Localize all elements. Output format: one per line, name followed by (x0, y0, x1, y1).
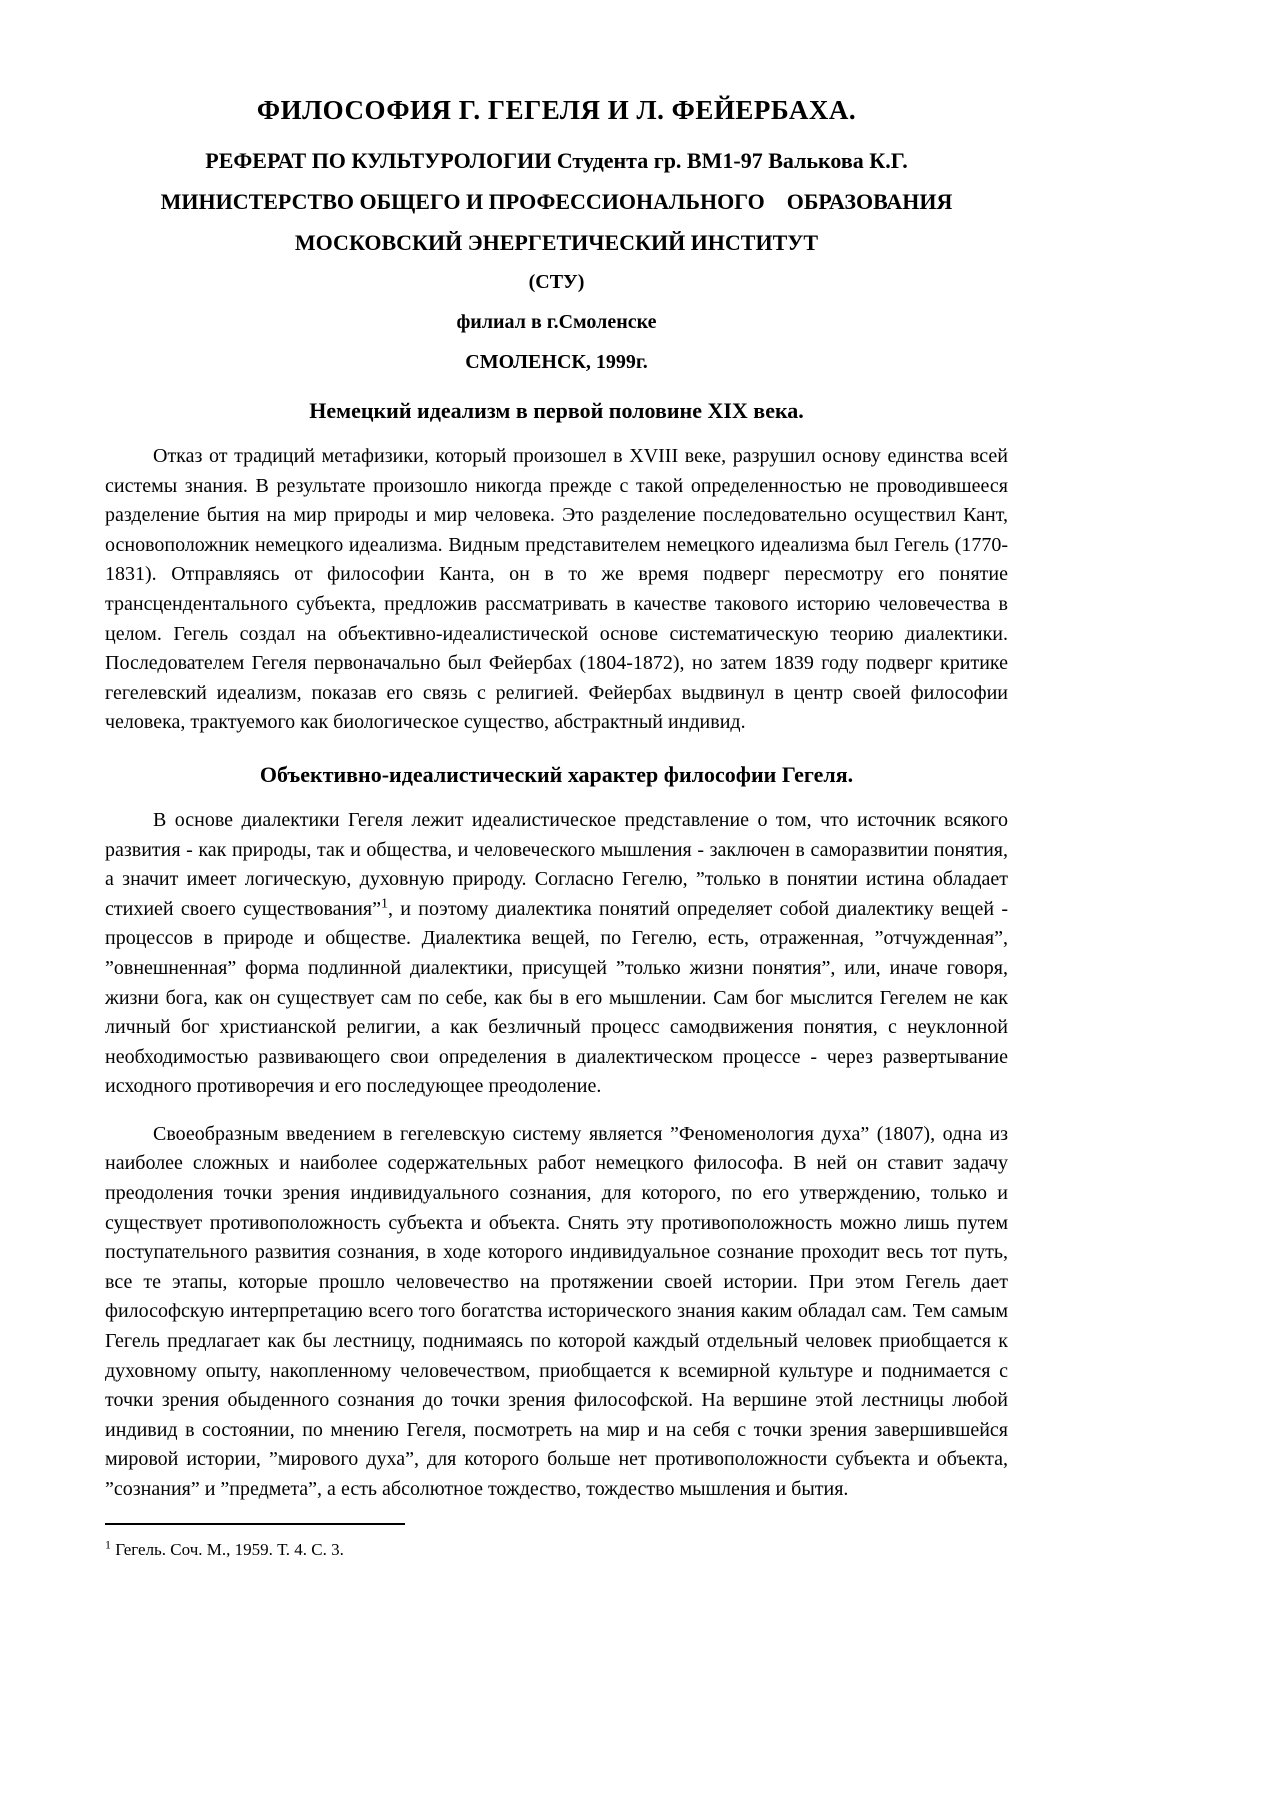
institute-line: МОСКОВСКИЙ ЭНЕРГЕТИЧЕСКИЙ ИНСТИТУТ (294, 230, 819, 255)
stu-abbreviation-line: (СТУ) (528, 271, 585, 293)
paragraph-text: В основе диалектики Гегеля лежит идеалистическое представление о том, что источник всякого развития - как природы, так и общества, и человеческого мышления - заключен в саморазвитии понятия, а значит имеет логическую, духовную природу. Согласно Гегелю, ”только в понятии истина обладает стихией своего существования” (105, 808, 1008, 920)
section-heading-german-idealism: Немецкий идеализм в первой половине XIX века. (309, 398, 804, 423)
document-title: ФИЛОСОФИЯ Г. ГЕГЕЛЯ И Л. ФЕЙЕРБАХА. (256, 95, 857, 125)
section-hegel-objective-idealism (105, 762, 1008, 1505)
section-german-idealism (105, 398, 1008, 738)
branch-line: филиал в г.Смоленске (456, 311, 657, 333)
paragraph (105, 806, 1008, 1102)
paragraph-text: , и поэтому диалектика понятий определяет собой диалектику вещей - процессов в природе и обществе. Диалектика вещей, по Гегелю, есть, отраженная, ”отчужденная”, ”овнешненная” форма подлинной диалектики, присущей ”только жизни понятия”, или, иначе говоря, жизни бога, как он существует сам по себе, как бы в его мышлении. Сам бог мыслится Гегелем не как личный бог христианской религии, а как безличный процесс самодвижения понятия, с неуклонной необходимостью развивающего свои определения в диалектическом процессе - через развертывание исходного противоречия и его последующее преодоление. (105, 897, 1008, 1098)
document-subtitle: РЕФЕРАТ ПО КУЛЬТУРОЛОГИИ Студента гр. ВМ1-97 Валькова К.Г. (205, 148, 908, 173)
footnote-area (105, 1523, 1008, 1561)
ministry-line: МИНИСТЕРСТВО ОБЩЕГО И ПРОФЕССИОНАЛЬНОГО ОБРАЗОВАНИЯ (160, 189, 953, 214)
city-year-line: СМОЛЕНСК, 1999г. (465, 351, 648, 373)
paragraph: Своеобразным введением в гегелевскую систему является ”Феноменология духа” (1807), одна из наиболее сложных и наиболее содержательных работ немецкого философа. В ней он ставит задачу преодоления точки зрения индивидуального сознания, для которого, по его утверждению, только и существует противоположность субъекта и объекта. Снять эту противоположность можно лишь путем поступательного развития сознания, в ходе которого индивидуальное сознание проходит весь тот путь, все те этапы, которые прошло человечество на протяжении своей истории. При этом Гегель дает философскую интерпретацию всего того богатства исторического знания каким обладал сам. Тем самым Гегель предлагает как бы лестницу, поднимаясь по которой каждый отдельный человек приобщается к духовному опыту, накопленному человечеством, приобщается к всемирной культуре и поднимается с точки зрения обыденного сознания до точки зрения философской. На вершине этой лестницы любой индивид в состоянии, по мнению Гегеля, посмотреть на мир и на себя с точки зрения завершившейся мировой истории, ”мирового духа”, для которого больше нет противоположности субъекта и объекта, ”сознания” и ”предмета”, а есть абсолютное тождество, тождество мышления и бытия. (105, 1122, 1008, 1500)
section-heading-hegel-philosophy: Объективно-идеалистический характер философии Гегеля. (259, 761, 854, 787)
document-header (105, 95, 1008, 374)
footnote-marker: 1 (105, 1536, 111, 1551)
footnote-separator-rule (105, 1523, 405, 1525)
paragraph: Отказ от традиций метафизики, который произошел в XVIII веке, разрушил основу единства всей системы знания. В результате произошло никогда прежде с такой определенностью не проводившееся разделение бытия на мир природы и мир человека. Это разделение последовательно осуществил Кант, основоположник немецкого идеализма. Видным представителем немецкого идеализма был Гегель (1770-1831). Отправляясь от философии Канта, он в то же время подверг пересмотру его понятие трансцендентального субъекта, предложив рассматривать в качестве такового историю человечества в целом. Гегель создал на объективно-идеалистической основе систематическую теорию диалектики. Последователем Гегеля первоначально был Фейербах (1804-1872), но затем 1839 году подверг критике гегелевский идеализм, показав его связь с религией. Фейербах выдвинул в центр своей философии человека, трактуемого как биологическое существо, абстрактный индивид. (105, 445, 1008, 734)
footnote-reference: 1 (381, 896, 388, 912)
footnote (105, 1536, 1008, 1561)
footnote-text: Гегель. Соч. М., 1959. Т. 4. С. 3. (115, 1539, 344, 1559)
